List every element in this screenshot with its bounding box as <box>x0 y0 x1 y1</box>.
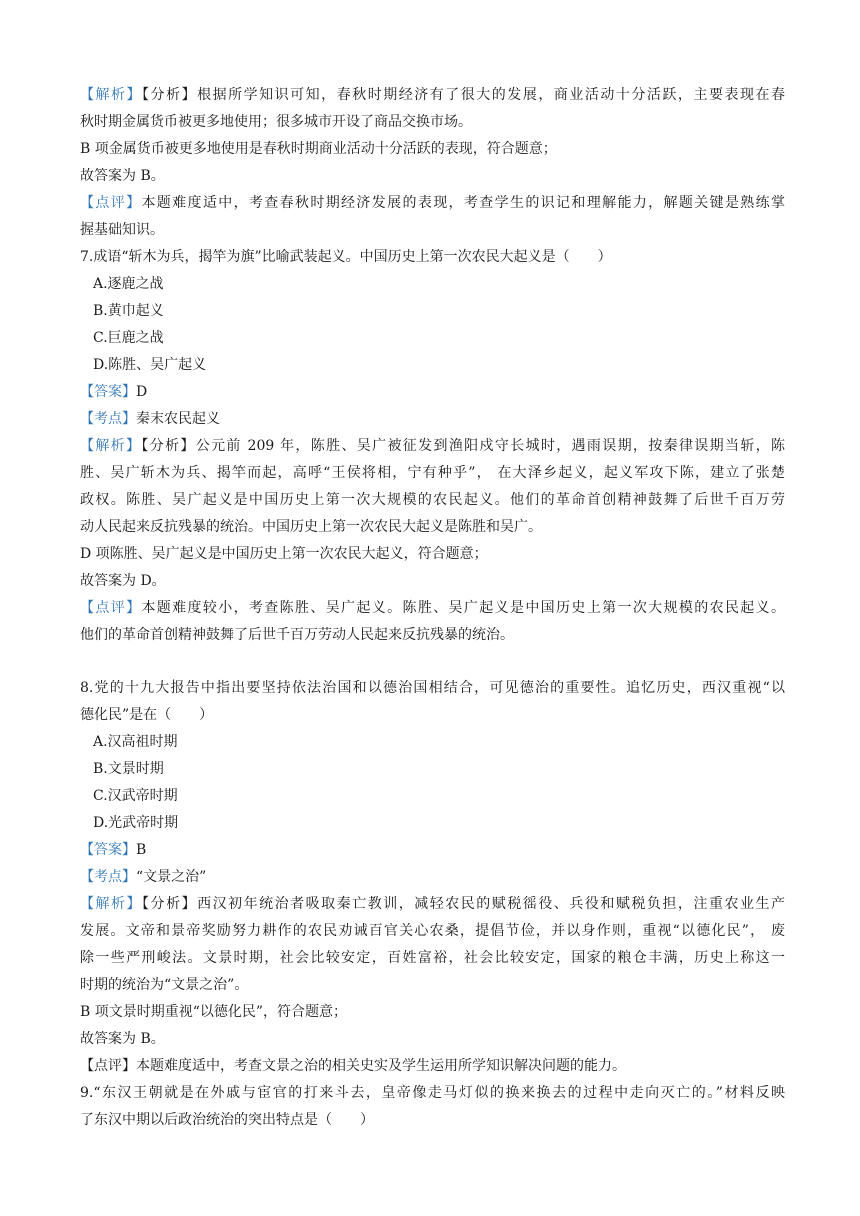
q6-conclusion: 故答案为 B。 <box>80 168 165 184</box>
q7-option-a: A.逐鹿之战 <box>93 276 164 292</box>
q8-comment: 【点评】本题难度适中，考查文景之治的相关史实及学生运用所学知识解决问题的能力。 <box>80 1058 626 1074</box>
q7-comment-line-2: 他们的革命首创精神鼓舞了后世千百万劳动人民起来反抗残暴的统治。 <box>80 627 514 643</box>
q9-question-line-2: 了东汉中期以后政治统治的突出特点是（ ） <box>80 1112 374 1128</box>
point-tag: 【考点】 <box>80 411 136 427</box>
q6-comment-line-2: 握基础知识。 <box>80 222 164 238</box>
answer-tag: 【答案】 <box>80 842 136 858</box>
q7-option-b: B.黄巾起义 <box>93 303 164 319</box>
q8-question-line-1: 8.党的十九大报告中指出要坚持依法治国和以德治国相结合，可见德治的重要性。追忆历史，西汉重视“以 <box>80 680 785 696</box>
analysis-tag: 【解析】 <box>80 896 143 912</box>
q7-question: 7.成语“斩木为兵，揭竿为旗”比喻武装起义。中国历史上第一次农民大起义是（ ） <box>80 249 612 265</box>
q8-option-d: D.光武帝时期 <box>93 815 179 831</box>
q7-option-d: D.陈胜、吴广起义 <box>93 357 207 373</box>
analysis-tag: 【解析】 <box>80 87 143 103</box>
q8-analysis-line-1: 【解析】【分析】西汉初年统治者吸取秦亡教训，减轻农民的赋税徭役、兵役和赋税负担，注重农业生产 <box>80 896 785 912</box>
q7-point: 【考点】秦末农民起义 <box>80 411 220 427</box>
comment-tag: 【点评】 <box>80 600 142 616</box>
q7-option-c: C.巨鹿之战 <box>93 330 164 346</box>
q8-analysis-line-2: 发展。文帝和景帝奖励努力耕作的农民劝诫百官关心农桑，提倡节俭，并以身作则，重视“以德化民”， 废 <box>80 923 785 939</box>
q8-option-c: C.汉武帝时期 <box>93 788 178 804</box>
q6-option-explanation: B 项金属货币被更多地使用是春秋时期商业活动十分活跃的表现，符合题意； <box>80 141 557 157</box>
q8-option-b: B.文景时期 <box>93 761 164 777</box>
q8-option-explanation: B 项文景时期重视“以德化民”，符合题意； <box>80 1004 348 1020</box>
q8-analysis-line-4: 时期的统治为“文景之治”。 <box>80 977 249 993</box>
q7-analysis-line-4: 动人民起来反抗残暴的统治。中国历史上第一次农民大起义是陈胜和吴广。 <box>80 519 542 535</box>
q6-comment-line-1: 【点评】本题难度适中，考查春秋时期经济发展的表现，考查学生的识记和理解能力，解题关键是熟练掌 <box>80 195 786 211</box>
q7-answer: 【答案】D <box>80 384 148 400</box>
document-page <box>80 82 785 1134</box>
q7-analysis-line-1: 【解析】【分析】公元前 209 年，陈胜、吴广被征发到渔阳戍守长城时，遇雨误期，按秦律误期当斩，陈 <box>80 438 786 454</box>
comment-tag: 【点评】 <box>80 195 142 211</box>
q6-analysis-line-2: 秋时期金属货币被更多地使用；很多城市开设了商品交换市场。 <box>80 114 472 130</box>
q9-question-line-1: 9.“东汉王朝就是在外戚与宦官的打来斗去，皇帝像走马灯似的换来换去的过程中走向灭亡的。”材料反映 <box>80 1085 785 1101</box>
q8-question-line-2: 德化民”是在（ ） <box>80 707 214 723</box>
q8-point: 【考点】“文景之治” <box>80 869 207 885</box>
q7-conclusion: 故答案为 D。 <box>80 573 166 589</box>
section-gap <box>80 649 785 675</box>
q7-comment-line-1: 【点评】本题难度较小，考查陈胜、吴广起义。陈胜、吴广起义是中国历史上第一次大规模的农民起义。 <box>80 600 786 616</box>
q8-option-a: A.汉高祖时期 <box>93 734 178 750</box>
q8-conclusion: 故答案为 B。 <box>80 1031 165 1047</box>
q8-answer: 【答案】B <box>80 842 147 858</box>
point-tag: 【考点】 <box>80 869 136 885</box>
q6-analysis-line-1: 【解析】【分析】根据所学知识可知，春秋时期经济有了很大的发展，商业活动十分活跃，主要表现在春 <box>80 87 785 103</box>
q7-analysis-line-2: 胜、吴广斩木为兵、揭竿而起，高呼“王侯将相，宁有种乎”， 在大泽乡起义，起义军攻下陈，建立了张楚 <box>80 465 785 481</box>
q7-option-explanation: D 项陈胜、吴广起义是中国历史上第一次农民大起义，符合题意； <box>80 546 488 562</box>
analysis-tag: 【解析】 <box>80 438 142 454</box>
q8-analysis-line-3: 除一些严刑峻法。文景时期，社会比较安定，百姓富裕，社会比较安定，国家的粮仓丰满，历史上称这一 <box>80 950 785 966</box>
q7-analysis-line-3: 政权。陈胜、吴广起义是中国历史上第一次大规模的农民起义。他们的革命首创精神鼓舞了后世千百万劳 <box>80 492 785 508</box>
answer-tag: 【答案】 <box>80 384 136 400</box>
